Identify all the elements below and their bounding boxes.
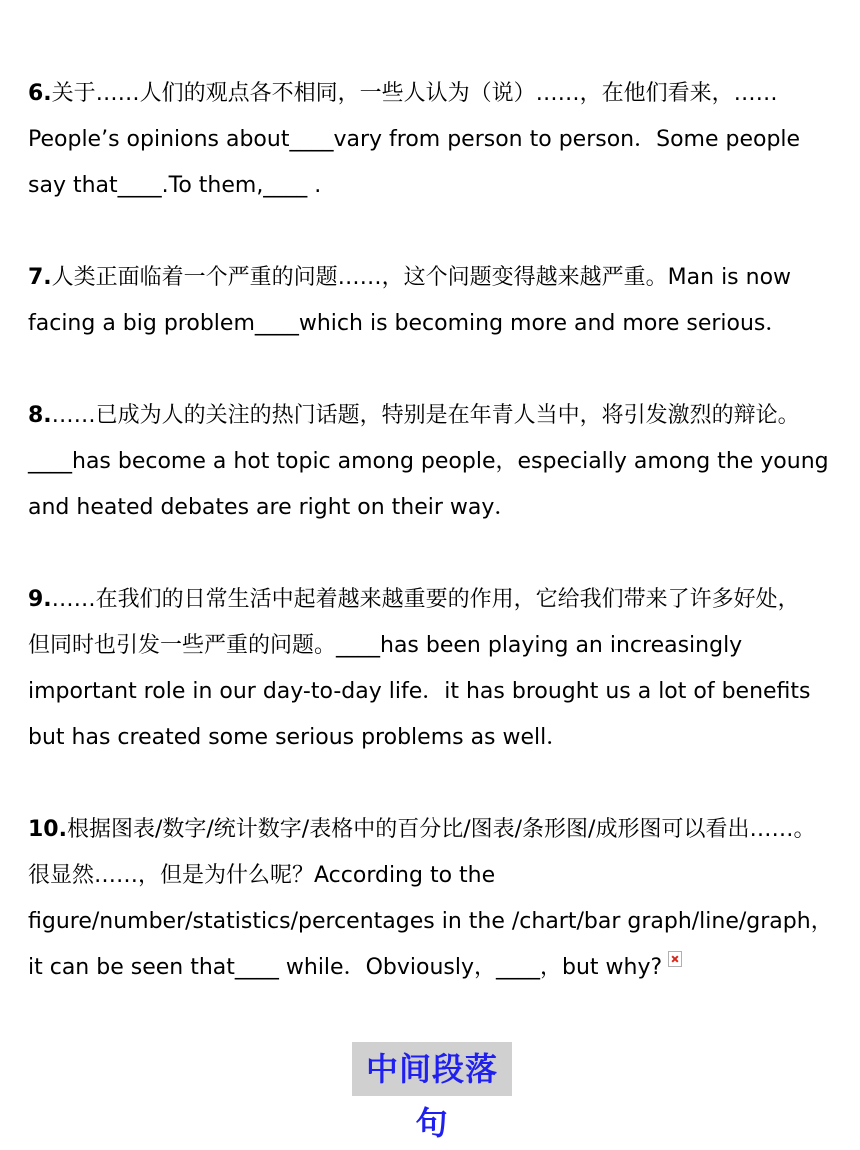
item-line: People’s opinions about____vary from person to person．Some people: [28, 127, 801, 152]
item-number: 7.: [28, 265, 52, 290]
item-line: [28, 807, 844, 853]
item-line: and heated debates are right on their way．: [28, 495, 517, 520]
item-line: 但同时也引发一些严重的问题。____has been playing an increasingly: [28, 633, 743, 658]
item-text: 人类正面临着一个严重的问题……，这个问题变得越来越严重。Man is now: [51, 265, 792, 290]
item-line: but has created some serious problems as well．: [28, 725, 569, 750]
phrase-item-9: [28, 577, 844, 761]
item-line: ____has become a hot topic among people，especially among the young: [28, 449, 829, 474]
item-number: 8.: [28, 403, 52, 428]
item-line: say that____.To them,____ .: [28, 173, 322, 198]
item-text: 关于……人们的观点各不相同，一些人认为（说）……，在他们看来，……: [51, 81, 778, 106]
item-line: [28, 71, 844, 117]
item-line: [28, 393, 844, 439]
section-heading: 中间段落句: [352, 1042, 512, 1096]
item-number: 9.: [28, 587, 52, 612]
item-line: important role in our day-to-day life．it has brought us a lot of benefits: [28, 679, 811, 704]
item-line: 很显然……，但是为什么呢？According to the: [28, 863, 496, 888]
item-text: ……已成为人的关注的热门话题，特别是在年青人当中，将引发激烈的辩论。: [51, 403, 800, 428]
item-text: ……在我们的日常生活中起着越来越重要的作用，它给我们带来了许多好处，: [51, 587, 800, 612]
item-text: 根据图表/数字/统计数字/表格中的百分比/图表/条形图/成形图可以看出……。: [66, 817, 816, 842]
item-line: facing a big problem____which is becoming more and more serious．: [28, 311, 788, 336]
item-line: [28, 577, 844, 623]
item-number: 10.: [28, 817, 67, 842]
item-line: figure/number/statistics/percentages in the /chart/bar graph/line/graph，: [28, 909, 833, 934]
phrase-item-8: [28, 393, 844, 531]
phrase-item-6: [28, 71, 844, 209]
item-number: 6.: [28, 81, 52, 106]
item-line: [28, 945, 844, 991]
phrase-item-7: [28, 255, 844, 347]
broken-image-icon: [668, 951, 682, 967]
phrase-item-10: [28, 807, 844, 991]
item-text: it can be seen that____ while．Obviously，____，but why?: [28, 955, 663, 980]
item-line: [28, 255, 844, 301]
